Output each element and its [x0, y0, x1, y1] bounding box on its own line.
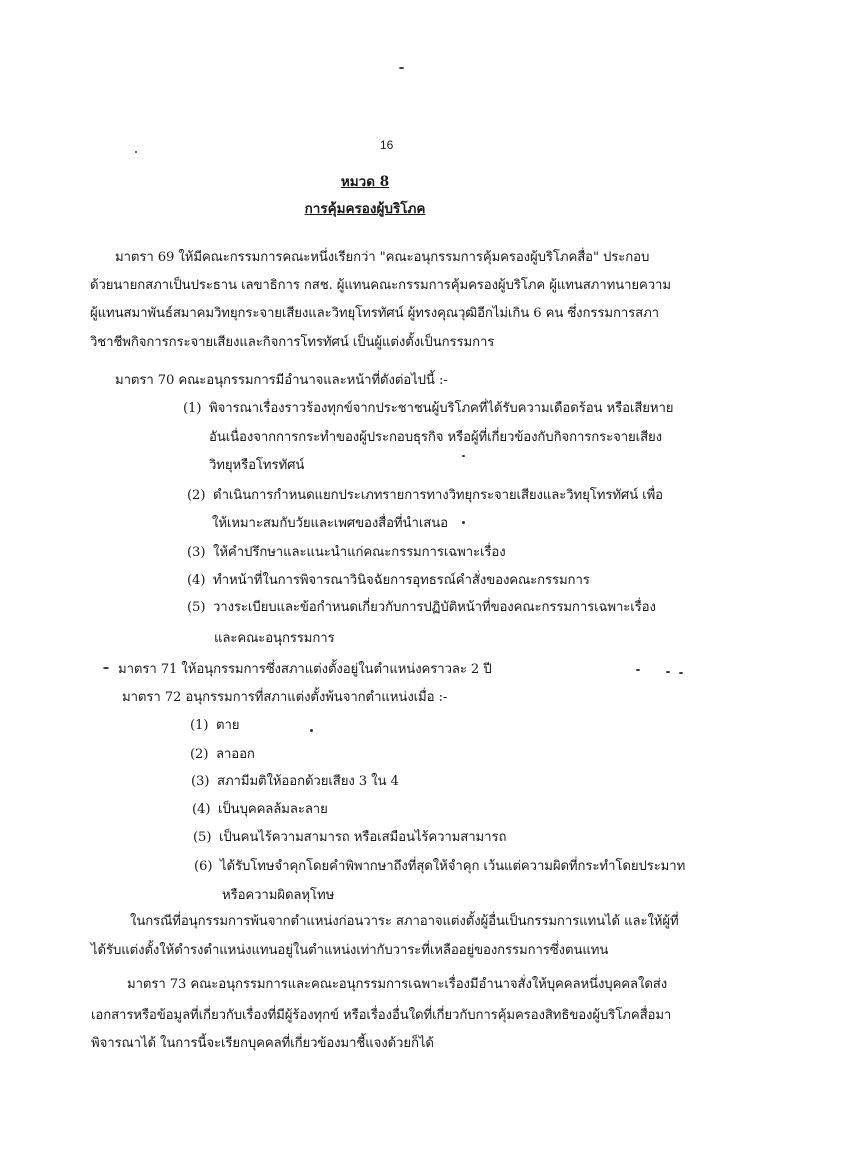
item-number: (2): [190, 747, 209, 762]
page-number: 16: [380, 138, 394, 152]
item-text: ตาย: [216, 718, 240, 733]
section-72-item-5: [193, 829, 506, 847]
item-text: วางระเบียบและข้อกำหนดเกี่ยวกับการปฏิบัติหน้าที่ของคณะกรรมการเฉพาะเรื่อง: [213, 600, 656, 615]
item-text: ลาออก: [216, 747, 255, 762]
item-text: เป็นบุคคลล้มละลาย: [218, 802, 328, 817]
item-number: (4): [187, 573, 206, 588]
item-number: (5): [193, 830, 212, 845]
section-69-line: ผู้แทนสมาพันธ์สมาคมวิทยุกระจายเสียงและวิทยุโทรทัศน์ ผู้ทรงคุณวุฒิอีกไม่เกิน 6 คน ซึ่งกรรมการสภา: [90, 306, 659, 321]
scan-speck: [399, 67, 404, 69]
item-text: ดำเนินการกำหนดแยกประเภทรายการทางวิทยุกระจายเสียงและวิทยุโทรทัศน์ เพื่อ: [213, 488, 664, 503]
scan-speck: [636, 669, 640, 671]
section-70-intro: มาตรา 70 คณะอนุกรรมการมีอำนาจและหน้าที่ดังต่อไปนี้ :-: [115, 373, 448, 388]
item-number: (2): [187, 488, 206, 503]
section-71: มาตรา 71 ให้อนุกรรมการซึ่งสภาแต่งตั้งอยู่ในตำแหน่งคราวละ 2 ปี: [118, 662, 492, 677]
chapter-label: หมวด 8: [340, 174, 390, 190]
item-number: (3): [191, 774, 210, 789]
item-text: ให้คำปรึกษาและแนะนำแก่คณะกรรมการเฉพาะเรื่อง: [213, 545, 506, 560]
scan-speck: [462, 455, 465, 457]
scan-speck: [135, 151, 137, 153]
section-70-item-2-cont: ให้เหมาะสมกับวัยและเพศของสื่อที่นำเสนอ: [212, 516, 448, 531]
item-number: (4): [192, 802, 211, 817]
item-number: (5): [187, 600, 206, 615]
scan-speck: [103, 667, 109, 669]
section-69-line: มาตรา 69 ให้มีคณะกรรมการคณะหนึ่งเรียกว่า "คณะอนุกรรมการคุ้มครองผู้บริโภคสื่อ" ประกอบ: [115, 250, 650, 265]
section-73-line: พิจารณาได้ ในการนี้จะเรียกบุคคลที่เกี่ยวข้องมาชี้แจงด้วยก็ได้: [91, 1036, 434, 1051]
scan-speck: [462, 521, 465, 524]
item-text: พิจารณาเรื่องราวร้องทุกข์จากประชาชนผู้บริโภคที่ได้รับความเดือดร้อน หรือเสียหาย: [209, 401, 674, 416]
section-72-item-2: [190, 746, 255, 764]
section-69-line: วิชาชีพกิจการกระจายเสียงและกิจการโทรทัศน์ เป็นผู้แต่งตั้งเป็นกรรมการ: [90, 335, 495, 350]
section-72-intro: มาตรา 72 อนุกรรมการที่สภาแต่งตั้งพ้นจากตำแหน่งเมื่อ :-: [122, 690, 448, 705]
section-73-line: มาตรา 73 คณะอนุกรรมการและคณะอนุกรรมการเฉพาะเรื่องมีอำนาจสั่งให้บุคคลหนึ่งบุคคลใดส่ง: [127, 977, 668, 992]
section-72-item-6-cont: หรือความผิดลหุโทษ: [222, 888, 335, 903]
scan-speck: [666, 671, 670, 673]
section-72-paragraph: ในกรณีที่อนุกรรมการพ้นจากตำแหน่งก่อนวาระ สภาอาจแต่งตั้งผู้อื่นเป็นกรรมการแทนได้ และให้ผู้ที่: [130, 914, 679, 929]
section-69-line: ด้วยนายกสภาเป็นประธาน เลขาธิการ กสช. ผู้แทนคณะกรรมการคุ้มครองผู้บริโภค ผู้แทนสภาทนายความ: [90, 278, 671, 293]
section-70-item-5-cont: และคณะอนุกรรมการ: [214, 631, 335, 646]
item-number: (1): [190, 718, 209, 733]
section-70-item-5: [187, 599, 656, 617]
section-72-item-6: [194, 858, 685, 876]
item-number: (3): [187, 545, 206, 560]
section-70-item-1-cont: วิทยุหรือโทรทัศน์: [209, 458, 305, 473]
section-72-item-4: [192, 801, 328, 819]
section-72-paragraph: ได้รับแต่งตั้งให้ดำรงตำแหน่งแทนอยู่ในตำแหน่งเท่ากับวาระที่เหลืออยู่ของกรรมการซึ่งตนแทน: [91, 943, 609, 958]
section-70-item-2: [187, 487, 663, 505]
section-73-line: เอกสารหรือข้อมูลที่เกี่ยวกับเรื่องที่มีผู้ร้องทุกข์ หรือเรื่องอื่นใดที่เกี่ยวกับการคุ้มครองสิทธิของผู้บริโภคสื่อมา: [91, 1008, 672, 1023]
section-70-item-3: [187, 544, 506, 562]
section-70-item-4: [187, 572, 590, 590]
section-72-item-1: [190, 717, 239, 735]
item-text: ทำหน้าที่ในการพิจารณาวินิจฉัยการอุทธรณ์คำสั่งของคณะกรรมการ: [213, 573, 590, 588]
item-number: (1): [183, 401, 202, 416]
item-text: เป็นคนไร้ความสามารถ หรือเสมือนไร้ความสามารถ: [219, 830, 507, 845]
section-70-item-1-cont: อันเนื่องจากการกระทำของผู้ประกอบธุรกิจ หรือผู้ที่เกี่ยวข้องกับกิจการกระจายเสียง: [209, 430, 662, 445]
section-72-item-3: [191, 773, 399, 791]
chapter-title: การคุ้มครองผู้บริโภค: [304, 201, 426, 217]
item-text: สภามีมติให้ออกด้วยเสียง 3 ใน 4: [217, 774, 399, 789]
item-text: ได้รับโทษจำคุกโดยคำพิพากษาถึงที่สุดให้จำคุก เว้นแต่ความผิดที่กระทำโดยประมาท: [220, 859, 686, 874]
scan-speck: [679, 672, 683, 674]
section-70-item-1: [183, 400, 673, 418]
scan-speck: [310, 729, 313, 732]
item-number: (6): [194, 859, 213, 874]
